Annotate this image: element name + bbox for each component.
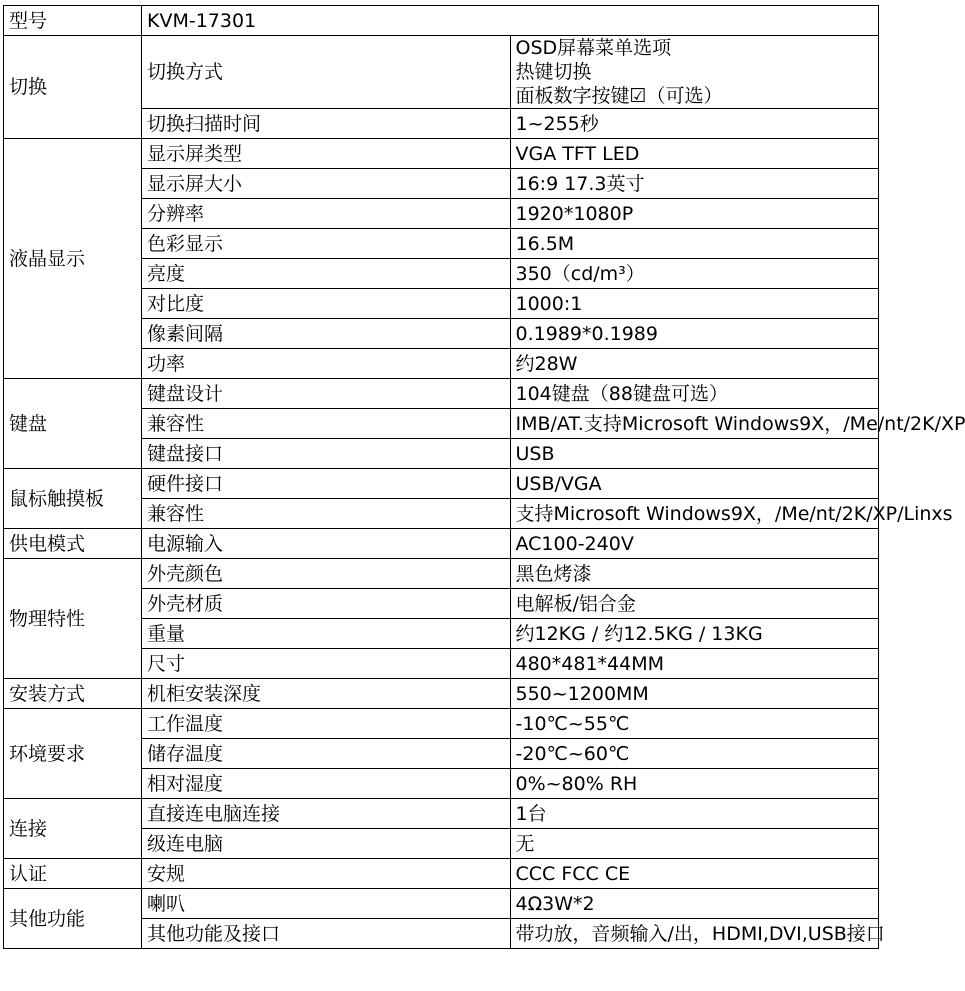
value-cell — [510, 169, 879, 199]
value-line: USB/VGA — [515, 472, 602, 495]
value-line: 0.1989*0.1989 — [515, 322, 658, 345]
category-cell: 认证 — [4, 859, 142, 889]
value-line: 1000:1 — [515, 292, 583, 315]
spec-row — [4, 709, 879, 739]
spec-row — [4, 469, 879, 499]
item-cell: 切换扫描时间 — [142, 109, 511, 139]
value-cell — [510, 109, 879, 139]
category-cell: 环境要求 — [4, 709, 142, 799]
value-cell — [510, 349, 879, 379]
value-line: 550~1200MM — [515, 682, 649, 705]
value-cell — [510, 589, 879, 619]
value-line: 1920*1080P — [515, 202, 634, 225]
value-cell — [510, 889, 879, 919]
value-line: USB — [515, 442, 555, 465]
value-line: 104键盘（88键盘可选） — [515, 382, 728, 405]
value-cell — [510, 919, 885, 949]
value-cell — [510, 289, 879, 319]
value-cell — [510, 829, 879, 859]
value-line: 无 — [515, 832, 535, 855]
spec-row — [4, 679, 879, 709]
item-cell: 显示屏类型 — [142, 139, 511, 169]
value-line: 带功放，音频输入/出，HDMI,DVI,USB接口 — [515, 922, 885, 945]
item-cell: 级连电脑 — [142, 829, 511, 859]
item-cell: 切换方式 — [142, 36, 511, 109]
value-cell — [510, 379, 879, 409]
category-cell: 液晶显示 — [4, 139, 142, 379]
spec-row — [4, 529, 879, 559]
value-line: -10℃~55℃ — [515, 712, 630, 735]
value-cell — [510, 229, 879, 259]
value-line: 约12KG / 约12.5KG / 13KG — [515, 622, 763, 645]
item-cell: 其他功能及接口 — [142, 919, 511, 949]
value-cell — [510, 36, 879, 109]
item-cell: 亮度 — [142, 259, 511, 289]
spec-table-body — [4, 6, 965, 949]
value-line: 0%~80% RH — [515, 772, 638, 795]
value-line: 面板数字按键☑（可选） — [515, 85, 723, 107]
item-cell: 像素间隔 — [142, 319, 511, 349]
value-line: 16.5M — [515, 232, 575, 255]
spec-row — [4, 859, 879, 889]
item-cell: 键盘设计 — [142, 379, 511, 409]
item-cell: 功率 — [142, 349, 511, 379]
category-cell: 键盘 — [4, 379, 142, 469]
value-line: 支持Microsoft Windows9X，/Me/nt/2K/XP/Linxs — [515, 502, 953, 525]
value-line: 1~255秒 — [515, 112, 599, 135]
item-cell: 对比度 — [142, 289, 511, 319]
value-line: 350（cd/m³） — [515, 262, 645, 285]
value-line: 热键切换 — [515, 61, 592, 83]
item-cell: 外壳材质 — [142, 589, 511, 619]
model-row — [4, 6, 879, 36]
value-cell — [510, 259, 879, 289]
item-cell: 储存温度 — [142, 739, 511, 769]
value-cell — [510, 769, 879, 799]
item-cell: 喇叭 — [142, 889, 511, 919]
value-line: CCC FCC CE — [515, 862, 631, 885]
value-line: 黑色烤漆 — [515, 562, 592, 585]
item-cell: 安规 — [142, 859, 511, 889]
value-line: IMB/AT.支持Microsoft Windows9X，/Me/nt/2K/XP — [515, 412, 965, 435]
category-cell: 物理特性 — [4, 559, 142, 679]
category-cell: 切换 — [4, 36, 142, 139]
value-cell — [510, 199, 879, 229]
value-cell — [510, 529, 879, 559]
item-cell: 直接连电脑连接 — [142, 799, 511, 829]
value-line: 4Ω3W*2 — [515, 892, 595, 915]
spec-row — [4, 889, 879, 919]
spec-row — [4, 139, 879, 169]
item-cell: 机柜安装深度 — [142, 679, 511, 709]
value-line: 1台 — [515, 802, 547, 825]
item-cell: 分辨率 — [142, 199, 511, 229]
value-cell — [510, 409, 965, 439]
item-cell: 重量 — [142, 619, 511, 649]
item-cell: 兼容性 — [142, 499, 511, 529]
item-cell: 硬件接口 — [142, 469, 511, 499]
value-line: 480*481*44MM — [515, 652, 664, 675]
category-cell: 连接 — [4, 799, 142, 859]
value-cell — [510, 799, 879, 829]
value-line: 电解板/铝合金 — [515, 592, 636, 615]
value-line: 16:9 17.3英寸 — [515, 172, 645, 195]
item-cell: 键盘接口 — [142, 439, 511, 469]
item-cell: 显示屏大小 — [142, 169, 511, 199]
value-line: OSD屏幕菜单选项 — [515, 37, 672, 59]
category-cell: 供电模式 — [4, 529, 142, 559]
value-line: AC100-240V — [515, 532, 634, 555]
spec-table — [3, 5, 965, 949]
item-cell: 工作温度 — [142, 709, 511, 739]
spec-row — [4, 799, 879, 829]
item-cell: 电源输入 — [142, 529, 511, 559]
value-line: VGA TFT LED — [515, 142, 640, 165]
spec-row — [4, 559, 879, 589]
item-cell: 相对湿度 — [142, 769, 511, 799]
item-cell: 外壳颜色 — [142, 559, 511, 589]
spec-row — [4, 379, 879, 409]
value-line: 约28W — [515, 352, 578, 375]
item-cell: 色彩显示 — [142, 229, 511, 259]
model-label: 型号 — [4, 6, 142, 36]
spec-row — [4, 36, 879, 109]
value-cell — [510, 709, 879, 739]
value-line: -20℃~60℃ — [515, 742, 630, 765]
value-cell — [510, 439, 879, 469]
value-cell — [510, 559, 879, 589]
item-cell: 尺寸 — [142, 649, 511, 679]
value-cell — [510, 469, 879, 499]
value-cell — [510, 139, 879, 169]
value-cell — [510, 319, 879, 349]
model-value: KVM-17301 — [142, 6, 879, 36]
value-cell — [510, 859, 879, 889]
value-cell — [510, 739, 879, 769]
category-cell: 鼠标触摸板 — [4, 469, 142, 529]
value-cell — [510, 679, 879, 709]
category-cell: 其他功能 — [4, 889, 142, 949]
category-cell: 安装方式 — [4, 679, 142, 709]
value-cell — [510, 499, 953, 529]
value-cell — [510, 649, 879, 679]
value-cell — [510, 619, 879, 649]
item-cell: 兼容性 — [142, 409, 511, 439]
